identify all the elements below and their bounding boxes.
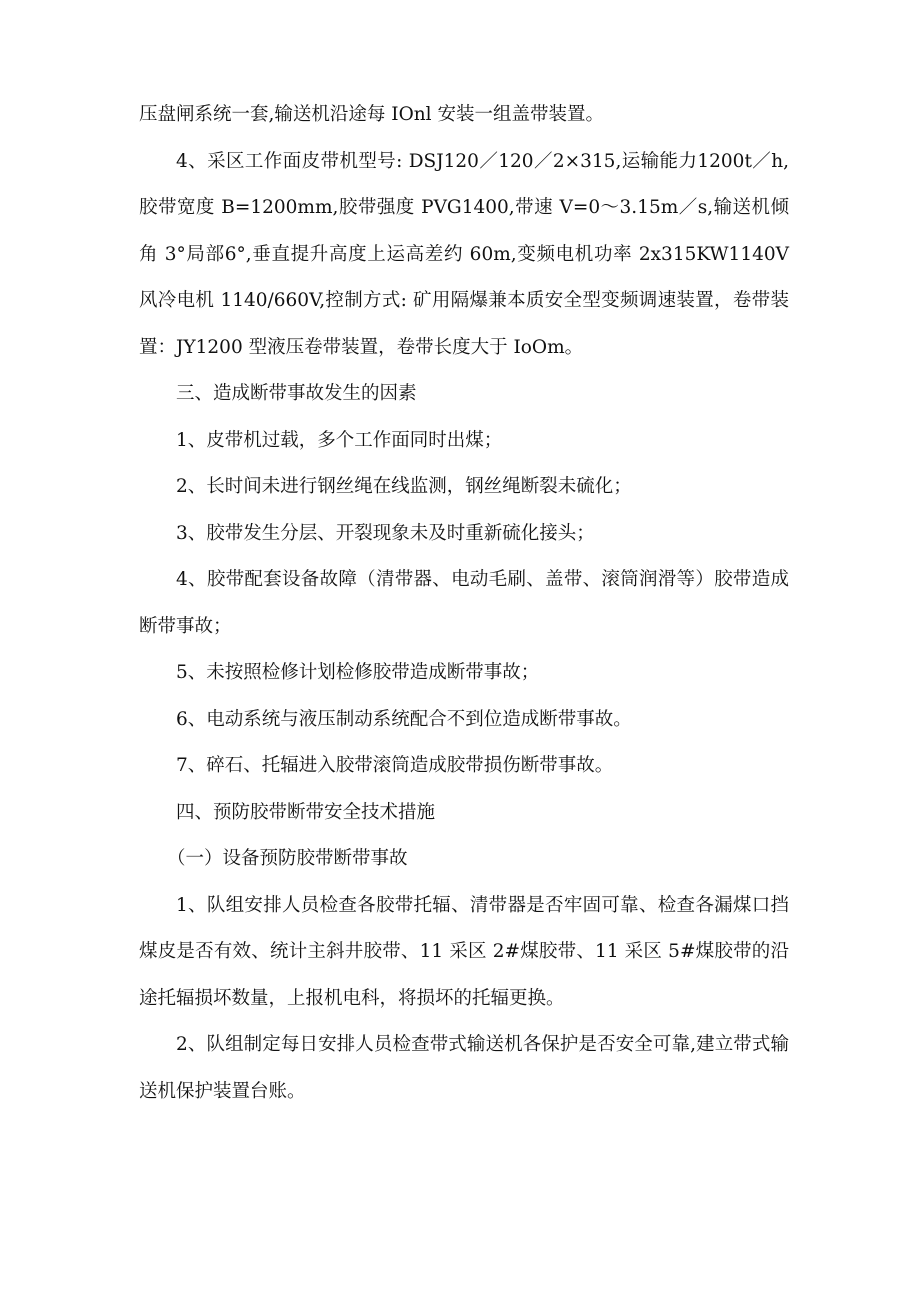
paragraph-continuation: 压盘闸系统一套,输送机沿途每 IOnl 安装一组盖带装置。 [139,104,604,125]
section-heading-4: 四、预防胶带断带安全技术措施 [176,801,436,823]
list-item-cause-7: 7、碎石、托辐进入胶带滚筒造成胶带损伤断带事故。 [176,755,614,776]
subsection-heading-1: （一）设备预防胶带断带事故 [167,848,408,869]
document-body [139,92,789,1115]
list-item-cause-5: 5、未按照检修计划检修胶带造成断带事故； [176,662,540,683]
list-item-cause-4: 4、胶带配套设备故障（清带器、电动毛刷、盖带、滚筒润滑等）胶带造成断带事故； [139,569,789,637]
list-item-cause-1: 1、皮带机过载，多个工作面同时出煤； [176,429,503,451]
list-item-measure-2: 2、队组制定每日安排人员检查带式输送机各保护是否安全可靠,建立带式输送机保护装置台账。 [139,1034,789,1102]
list-item-cause-6: 6、电动系统与液压制动系统配合不到位造成断带事故。 [176,708,632,730]
paragraph-belt-spec: 4、采区工作面皮带机型号: DSJ120／120／2×315,运输能力1200t／h,胶带宽度 B=1200mm,胶带强度 PVG1400,带速 V=0～3.15m／s,输送机倾角 3°局部6°,垂直提升高度上运高差约 60m,变频电机功率 2x315KW1140V 风冷电机 1140/660V,控制方式: 矿用隔爆兼本质安全型变频调速装置，卷带装置：JY1200 型液压卷带装置，卷带长度大于 IoOm。 [139,150,789,358]
list-item-measure-1: 1、队组安排人员检查各胶带托辐、清带器是否牢固可靠、检查各漏煤口挡煤皮是否有效、统计主斜井胶带、11 采区 2#煤胶带、11 采区 5#煤胶带的沿途托辐损坏数量，上报机电科，将损坏的托辐更换。 [139,894,789,1009]
section-heading-3: 三、造成断带事故发生的因素 [176,383,417,404]
list-item-cause-2: 2、长时间未进行钢丝绳在线监测，钢丝绳断裂未硫化； [176,476,632,497]
list-item-cause-3: 3、胶带发生分层、开裂现象未及时重新硫化接头； [176,522,595,544]
